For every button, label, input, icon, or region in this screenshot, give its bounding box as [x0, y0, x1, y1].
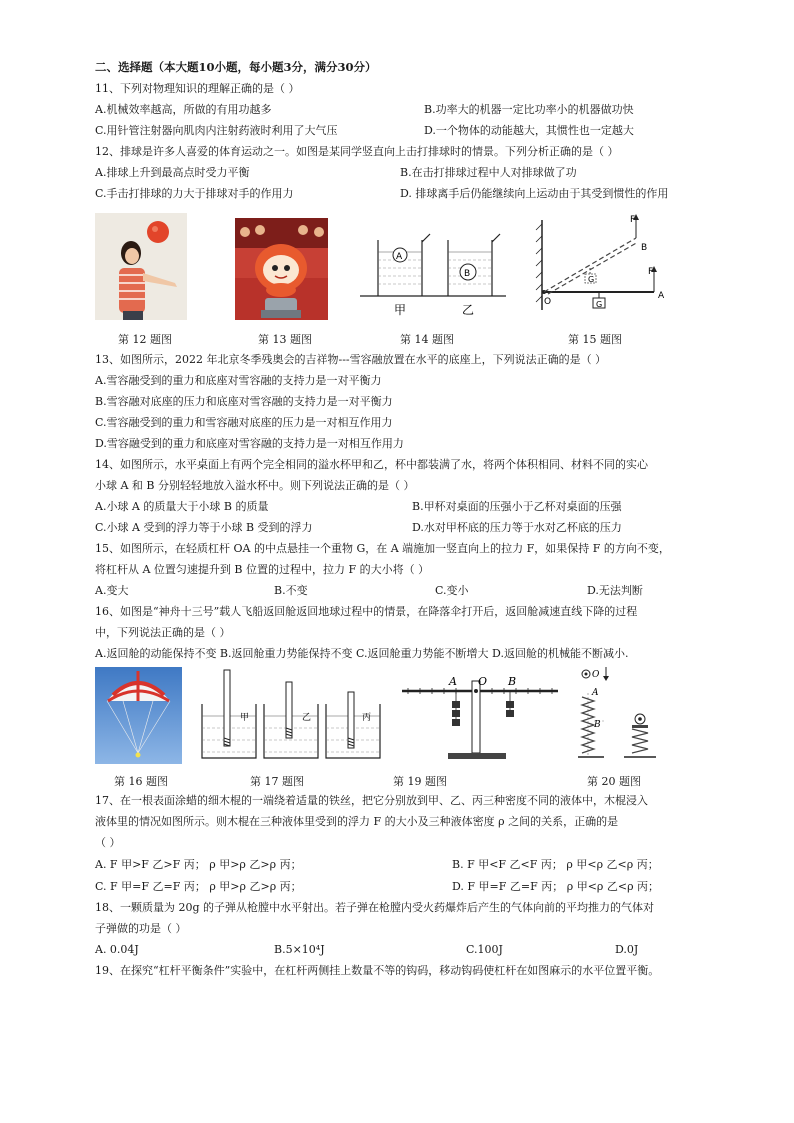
q11-option-a: A.机械效率越高，所做的有用功越多 — [95, 103, 272, 116]
fig14-cup1-label: 甲 — [394, 303, 407, 317]
q15-option-c: C.变小 — [435, 584, 469, 597]
fig20-caption: 第 20 题图 — [587, 775, 641, 788]
fig19-a-label: A — [449, 675, 457, 688]
q18-option-b: B.5×10⁴J — [274, 943, 325, 956]
fig15-f-mid-label: F — [648, 267, 654, 277]
q11-option-b: B.功率大的机器一定比功率小的机器做功快 — [424, 103, 634, 116]
q12-option-c: C.手击打排球的力大于排球对手的作用力 — [95, 187, 294, 200]
q14-option-b: B.甲杯对桌面的压强小于乙杯对桌面的压强 — [412, 500, 622, 513]
q13-stem: 13、如图所示，2022 年北京冬季残奥会的吉祥物---雪容融放置在水平的底座上，下列说法正确的是（ ） — [95, 353, 607, 366]
fig15-b-label: B — [641, 243, 648, 253]
q15-option-b: B.不变 — [274, 584, 308, 597]
q14-option-a: A.小球 A 的质量大于小球 B 的质量 — [95, 500, 269, 513]
q17-option-a: A. F 甲>F 乙>F 丙； ρ 甲>ρ 乙>ρ 丙； — [95, 858, 302, 871]
fig20-o-label: O — [592, 670, 600, 680]
fig15-o-label: O — [544, 297, 552, 307]
fig15-g-lower-label: G — [596, 300, 603, 309]
q18-option-d: D.0J — [615, 943, 639, 956]
q11-stem: 11、下列对物理知识的理解正确的是（ ） — [95, 82, 300, 95]
fig12-volleyball-photo — [95, 213, 187, 320]
fig16-parachute-photo — [95, 667, 182, 764]
q17-stem-line1: 17、在一根表面涂蜡的细木棍的一端绕着适量的铁丝，把它分别放到甲、乙、丙三种密度不同的液体中，木棍浸入 — [95, 794, 648, 807]
q16-stem-line1: 16、如图是“神舟十三号”载人飞船返回舱返回地球过程中的情景，在降落伞打开后，返回舱减速直线下降的过程 — [95, 605, 638, 618]
q18-stem-line1: 18、一颗质量为 20g 的子弹从枪膛中水平射出。若子弹在枪膛内受火药爆炸后产生的气体向前的平均推力的气体对 — [95, 901, 655, 914]
fig13-mascot-photo — [235, 218, 328, 320]
q13-option-b: B.雪容融对底座的压力和底座对雪容融的支持力是一对平衡力 — [95, 395, 393, 408]
q13-option-a: A.雪容融受到的重力和底座对雪容融的支持力是一对平衡力 — [95, 374, 382, 387]
q12-option-d: D. 排球离手后仍能继续向上运动由于其受到惯性的作用 — [400, 187, 669, 200]
q15-option-d: D.无法判断 — [587, 584, 643, 597]
q12-stem: 12、排球是许多人喜爱的体育运动之一。如图是某同学竖直向上击打排球时的情景。下列分析正确的是（ ） — [95, 145, 619, 158]
q17-option-d: D. F 甲=F 乙=F 丙； ρ 甲<ρ 乙<ρ 丙； — [452, 880, 660, 893]
q11-option-d: D.一个物体的动能越大，其惯性也一定越大 — [424, 124, 634, 137]
fig20-diagram — [574, 665, 664, 765]
fig15-f-top-label: F — [630, 215, 636, 225]
fig19-caption: 第 19 题图 — [393, 775, 447, 788]
fig17-liquid1-label: 甲 — [240, 713, 250, 723]
fig14-caption: 第 14 题图 — [400, 333, 454, 346]
q14-option-d: D.水对甲杯底的压力等于水对乙杯底的压力 — [412, 521, 622, 534]
fig17-caption: 第 17 题图 — [250, 775, 304, 788]
fig15-g-upper-label: G — [588, 275, 595, 284]
q17-stem-line2: 液体里的情况如图所示。则木棍在三种液体里受到的浮力 F 的大小及三种液体密度 ρ 之间的关系，正确的是 — [95, 815, 619, 828]
q14-stem-line2: 小球 A 和 B 分别轻轻地放入溢水杯中。则下列说法正确的是（ ） — [95, 479, 415, 492]
fig15-caption: 第 15 题图 — [568, 333, 622, 346]
fig14-ball-b-label: B — [464, 269, 471, 279]
q17-option-c: C. F 甲=F 乙=F 丙； ρ 甲>ρ 乙>ρ 丙； — [95, 880, 302, 893]
fig20-a-label: A — [592, 688, 599, 698]
fig14-ball-a-label: A — [396, 252, 403, 262]
q15-stem-line1: 15、如图所示，在轻质杠杆 OA 的中点悬挂一个重物 G，在 A 端施加一竖直向上的拉力 F，如果保持 F 的方向不变， — [95, 542, 670, 555]
fig17-diagram — [196, 668, 392, 764]
fig14-diagram — [360, 222, 508, 320]
q16-stem-line2: 中，下列说法正确的是（ ） — [95, 626, 231, 639]
fig15-a-label: A — [658, 291, 665, 301]
section-heading: 二、选择题（本大题10小题，每小题3分，满分30分） — [95, 60, 377, 74]
fig19-diagram — [398, 673, 563, 765]
fig17-liquid2-label: 乙 — [302, 713, 312, 723]
q16-options: A.返回舱的动能保持不变 B.返回舱重力势能保持不变 C.返回舱重力势能不断增大 D.返回舱的机械能不断减小. — [95, 647, 629, 660]
q12-option-b: B.在击打排球过程中人对排球做了功 — [400, 166, 577, 179]
fig15-diagram — [532, 210, 672, 320]
q18-stem-line2: 子弹做的功是（ ） — [95, 922, 187, 935]
q15-stem-line2: 将杠杆从 A 位置匀速提升到 B 位置的过程中，拉力 F 的大小将（ ） — [95, 563, 430, 576]
fig19-o-label: O — [478, 675, 488, 688]
q19-stem: 19、在探究“杠杆平衡条件”实验中，在杠杆两侧挂上数量不等的钩码，移动钩码使杠杆在如图麻示的水平位置平衡。 — [95, 964, 660, 977]
q14-stem-line1: 14、如图所示，水平桌面上有两个完全相同的溢水杯甲和乙，杯中都装满了水，将两个体积相同、材料不同的实心 — [95, 458, 648, 471]
q13-option-d: D.雪容融受到的重力和底座对雪容融的支持力是一对相互作用力 — [95, 437, 404, 450]
q11-option-c: C.用针管注射器向肌肉内注射药液时利用了大气压 — [95, 124, 338, 137]
fig20-b-label: B — [594, 720, 601, 730]
q13-option-c: C.雪容融受到的重力和雪容融对底座的压力是一对相互作用力 — [95, 416, 393, 429]
q17-stem-line3: （ ） — [95, 836, 121, 849]
fig12-caption: 第 12 题图 — [118, 333, 172, 346]
fig19-b-label: B — [508, 675, 517, 688]
q15-option-a: A.变大 — [95, 584, 129, 597]
fig17-liquid3-label: 丙 — [362, 713, 372, 723]
q18-option-c: C.100J — [466, 943, 503, 956]
q17-option-b: B. F 甲<F 乙<F 丙； ρ 甲<ρ 乙<ρ 丙； — [452, 858, 659, 871]
q14-option-c: C.小球 A 受到的浮力等于小球 B 受到的浮力 — [95, 521, 313, 534]
fig16-caption: 第 16 题图 — [114, 775, 168, 788]
q18-option-a: A. 0.04J — [95, 943, 139, 956]
fig13-caption: 第 13 题图 — [258, 333, 312, 346]
fig14-cup2-label: 乙 — [462, 303, 475, 317]
q12-option-a: A.排球上升到最高点时受力平衡 — [95, 166, 250, 179]
